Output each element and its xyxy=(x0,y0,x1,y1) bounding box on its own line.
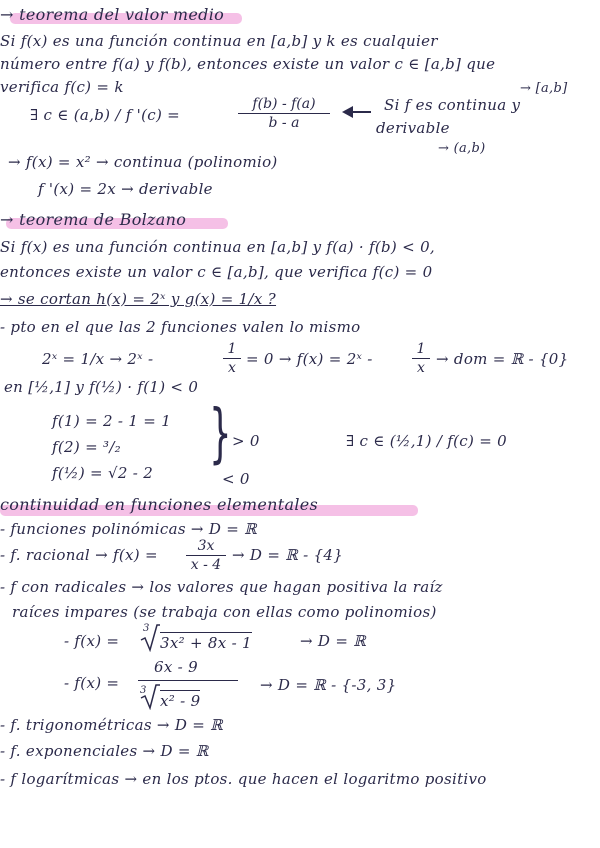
question-line: → se cortan h(x) = 2ˣ y g(x) = 1/x ? xyxy=(0,290,277,308)
fraction-bar xyxy=(238,113,330,114)
sign-label: > 0 xyxy=(232,432,260,450)
text-line: - pto en el que las 2 funciones valen lo mismo xyxy=(0,318,361,336)
text-line: - f logarítmicas → en los ptos. que hacen el logaritmo positivo xyxy=(0,770,487,788)
equation-part: = 0 → f(x) = 2ˣ - xyxy=(246,350,373,368)
text-line: Si f(x) es una función continua en [a,b] y k es cualquier xyxy=(0,32,438,50)
example-line: f '(x) = 2x → derivable xyxy=(38,180,213,198)
value-line: f(2) = ³/₂ xyxy=(52,438,121,456)
value-line: f(½) = √2 - 2 xyxy=(52,464,154,482)
fraction-bar xyxy=(223,358,241,359)
fraction-numerator: f(b) - f(a) xyxy=(252,96,316,112)
note-line: → [a,b] xyxy=(520,81,568,96)
fraction-bar xyxy=(412,358,430,359)
formula-left: ∃ c ∈ (a,b) / f '(c) = xyxy=(30,106,181,124)
fraction-numerator: 6x - 9 xyxy=(154,658,198,676)
formula-fraction xyxy=(238,96,330,131)
equation-part: → dom = ℝ - {0} xyxy=(436,350,569,368)
text-line: - f. exponenciales → D = ℝ xyxy=(0,742,209,760)
fraction-denominator: x xyxy=(417,360,425,376)
example-line: → f(x) = x² → continua (polinomio) xyxy=(8,153,278,171)
text-line: entonces existe un valor c ∈ [a,b], que verifica f(c) = 0 xyxy=(0,263,433,281)
equation-fraction xyxy=(412,341,430,376)
text-line: Si f(x) es una función continua en [a,b] y f(a) · f(b) < 0, xyxy=(0,238,435,256)
fraction-denominator: b - a xyxy=(268,115,300,131)
rational-fraction xyxy=(186,538,226,573)
left-arrow-icon xyxy=(342,104,372,120)
text-line: verifica f(c) = k xyxy=(0,78,124,96)
formula-right: → D = ℝ xyxy=(300,632,367,650)
equation-part: 2ˣ = 1/x → 2ˣ - xyxy=(42,350,154,368)
fraction-denominator: x - 4 xyxy=(190,557,222,573)
section-title-continuidad: continuidad en funciones elementales xyxy=(0,495,319,514)
fraction-numerator: 3x xyxy=(197,538,215,554)
radical-sign-icon xyxy=(140,624,160,652)
fraction-numerator: 1 xyxy=(416,341,426,357)
note-line: → (a,b) xyxy=(438,141,486,156)
text-line: - f. trigonométricas → D = ℝ xyxy=(0,716,223,734)
text-line: en [½,1] y f(½) · f(1) < 0 xyxy=(4,378,199,396)
right-brace-icon: } xyxy=(209,397,232,471)
formula-left: - f(x) = xyxy=(64,632,120,650)
fraction-numerator: 1 xyxy=(227,341,237,357)
value-line: f(1) = 2 - 1 = 1 xyxy=(52,412,172,430)
fraction-bar xyxy=(138,680,238,681)
section-title-valor-medio: → teorema del valor medio xyxy=(0,5,225,24)
formula-left: - f(x) = xyxy=(64,674,120,692)
fraction-bar xyxy=(186,555,226,556)
section-title-bolzano: → teorema de Bolzano xyxy=(0,210,187,229)
note-line: Si f es continua y xyxy=(384,96,521,114)
text-line: - f con radicales → los valores que hagan positiva la raíz xyxy=(0,578,443,596)
text-line: número entre f(a) y f(b), entonces existe un valor c ∈ [a,b] que xyxy=(0,55,496,73)
sign-label: < 0 xyxy=(222,470,250,488)
radical-sign-icon xyxy=(140,684,160,710)
radicand: 3x² + 8x - 1 xyxy=(160,634,252,652)
text-line: → D = ℝ - {4} xyxy=(232,546,344,564)
note-line: derivable xyxy=(376,119,450,137)
formula-right: → D = ℝ - {-3, 3} xyxy=(260,676,397,694)
text-line: - funciones polinómicas → D = ℝ xyxy=(0,520,257,538)
text-line: - f. racional → f(x) = xyxy=(0,546,158,564)
root-index: 3 xyxy=(140,685,147,696)
equation-fraction xyxy=(223,341,241,376)
text-line: raíces impares (se trabaja con ellas como polinomios) xyxy=(12,603,437,621)
conclusion-line: ∃ c ∈ (½,1) / f(c) = 0 xyxy=(346,432,507,450)
root-index: 3 xyxy=(143,623,150,634)
fraction-denominator: x xyxy=(228,360,236,376)
radicand: x² - 9 xyxy=(160,692,201,710)
